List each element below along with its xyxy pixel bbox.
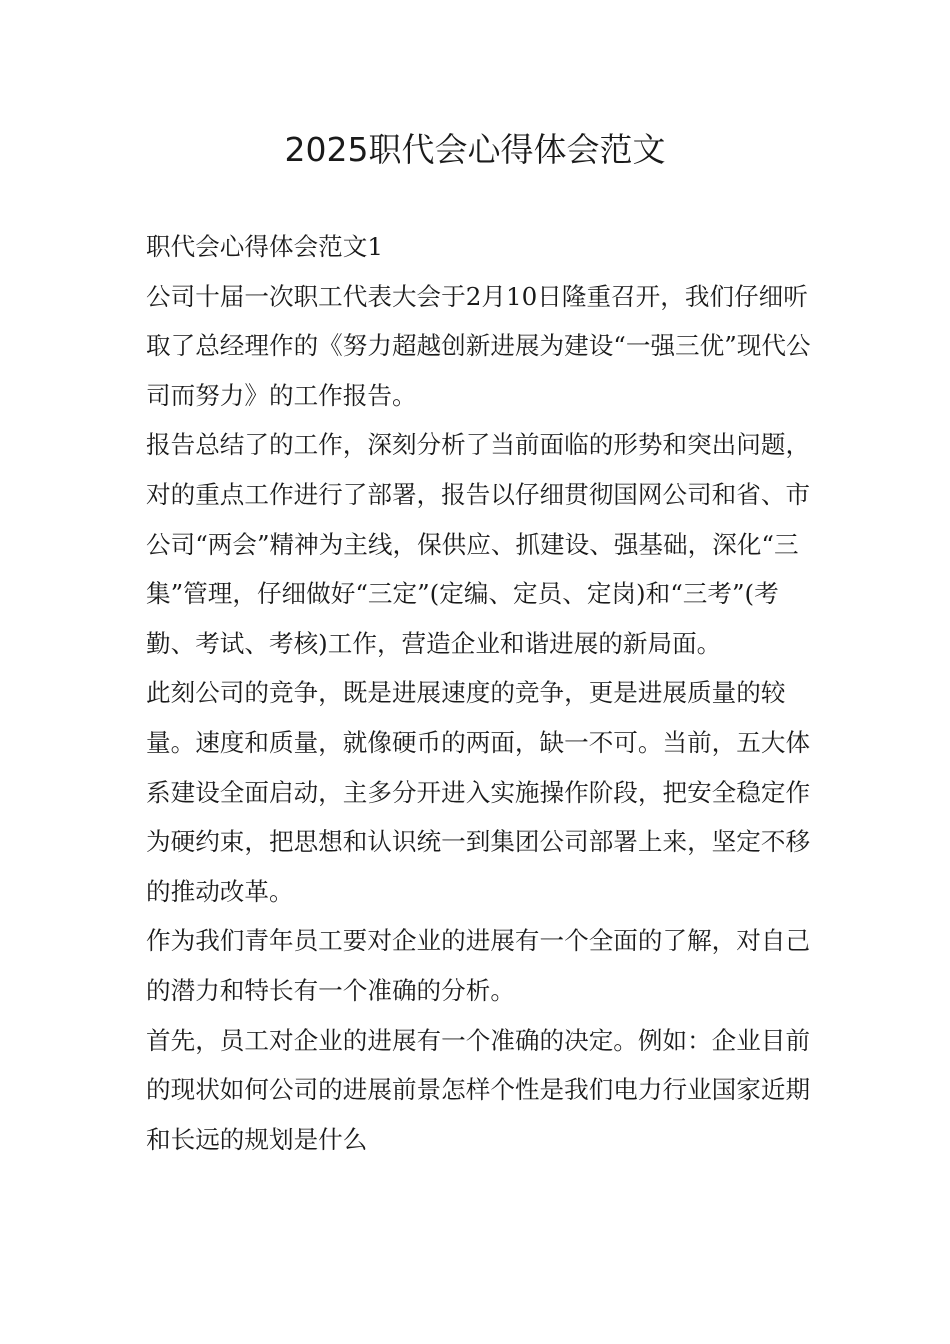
paragraph: 此刻公司的竞争，既是进展速度的竞争，更是进展质量的较量。速度和质量，就像硬币的两面，缺一不可。当前，五大体系建设全面启动，主多分开进入实施操作阶段，把安全稳定作为硬约束，把思想和认识统一到集团公司部署上来，坚定不移的推动改革。: [146, 678, 811, 906]
paragraph: 首先，员工对企业的进展有一个准确的决定。例如：企业目前的现状如何公司的进展前景怎样个性是我们电力行业国家近期和长远的规划是什么: [146, 1025, 811, 1154]
paragraph: 公司十届一次职工代表大会于2月10日隆重召开，我们仔细听取了总经理作的《努力超越创新进展为建设“一强三优”现代公司而努力》的工作报告。: [146, 281, 811, 410]
section-heading: 职代会心得体会范文1: [146, 232, 383, 261]
document-body: [146, 222, 826, 1164]
paragraph: 作为我们青年员工要对企业的进展有一个全面的了解，对自己的潜力和特长有一个准确的分析。: [146, 926, 811, 1005]
paragraph: 报告总结了的工作，深刻分析了当前面临的形势和突出问题，对的重点工作进行了部署，报告以仔细贯彻国网公司和省、市公司“两会”精神为主线，保供应、抓建设、强基础，深化“三集”管理，仔细做好“三定”(定编、定员、定岗)和“三考”(考勤、考试、考核)工作，营造企业和谐进展的新局面。: [146, 430, 811, 658]
document-title: 2025职代会心得体会范文: [284, 130, 666, 169]
